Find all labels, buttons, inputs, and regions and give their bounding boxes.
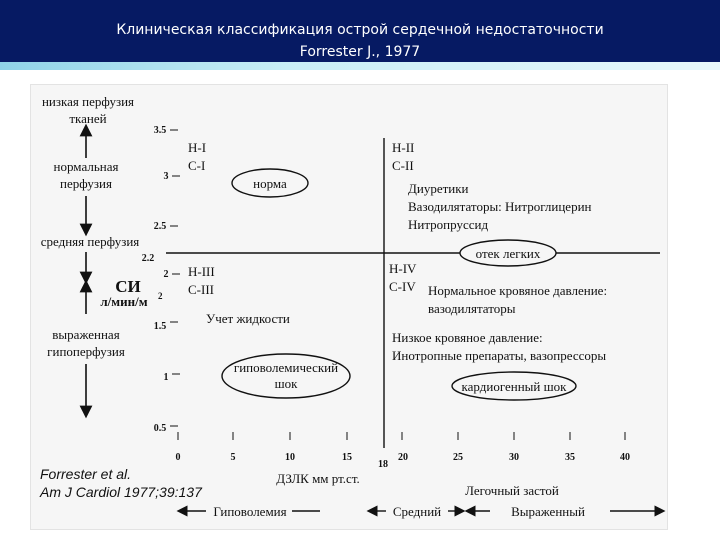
cardiogenic-shock-label: кардиогенный шок: [461, 379, 567, 394]
q2-h-class: H-II: [392, 140, 415, 155]
hypovolemia-label: Гиповолемия: [213, 504, 287, 519]
q4-normal-bp: Нормальное кровяное давление:: [428, 283, 608, 298]
y-tick-label: 1: [163, 372, 169, 383]
x-tick-label: 15: [342, 452, 352, 463]
x-tick-label: 30: [509, 452, 519, 463]
y-tick-label: 3: [163, 171, 169, 182]
slide-title: Клиническая классификация острой сердечной недостаточности: [116, 22, 604, 38]
x-tick-label: 25: [453, 452, 463, 463]
y-tick-label: 1.5: [153, 321, 167, 332]
q2-therapy-diuretics: Диуретики: [408, 181, 469, 196]
pulmonary-congestion-label: Легочный застой: [465, 483, 559, 498]
bottom-volume-scale: [182, 504, 660, 519]
q4-low-bp: Низкое кровяное давление:: [392, 330, 543, 345]
perfusion-normal-label-1: нормальная: [53, 159, 119, 174]
q4-c-class: C-IV: [389, 279, 416, 294]
q1-h-class: H-I: [188, 140, 207, 155]
x-axis-label: ДЗЛК мм рт.ст.: [276, 471, 360, 486]
q3-h-class: H-III: [188, 264, 215, 279]
x-axis-ticks: [176, 432, 631, 470]
q2-c-class: C-II: [392, 158, 414, 173]
y-axis-label: СИ: [115, 277, 141, 296]
pulmonary-edema-label: отек легких: [475, 246, 541, 261]
x-tick-label: 10: [285, 452, 295, 463]
q2-therapy-vasodilators: Вазодилятаторы: Нитроглицерин: [408, 199, 592, 214]
q3-c-class: C-III: [188, 282, 214, 297]
q4-normal-bp-therapy: вазодилятаторы: [428, 301, 516, 316]
perfusion-normal-label-2: перфузия: [60, 176, 112, 191]
x-tick-label: 35: [565, 452, 575, 463]
perfusion-severe-label-1: выраженная: [52, 327, 120, 342]
q4-h-class: H-IV: [389, 261, 417, 276]
citation-authors: Forrester et al.: [40, 466, 132, 482]
perfusion-severe-label-2: гипоперфузия: [47, 344, 125, 359]
x-tick-label-threshold: 18: [378, 459, 388, 470]
y-tick-label: 3.5: [153, 125, 167, 136]
citation-journal: Am J Cardiol 1977;39:137: [40, 484, 202, 500]
x-tick-label: 20: [398, 452, 408, 463]
x-tick-label: 5: [230, 452, 236, 463]
perfusion-medium-label: средняя перфузия: [40, 234, 140, 249]
slide-subtitle: Forrester J., 1977: [299, 44, 421, 60]
y-axis-unit: л/мин/м: [100, 294, 148, 309]
q1-c-class: C-I: [188, 158, 206, 173]
severe-label: Выраженный: [511, 504, 585, 519]
q2-therapy-nitroprusside: Нитропруссид: [408, 217, 489, 232]
y-axis-ticks: [142, 125, 180, 434]
y-axis-unit-superscript: 2: [158, 291, 163, 301]
hypovolemic-shock-label-2: шок: [274, 376, 298, 391]
hypovolemic-shock-label-1: гиповолемический: [233, 360, 339, 375]
y-tick-label: 0.5: [153, 423, 167, 434]
perfusion-scale: [41, 94, 140, 412]
perfusion-low-label-2: тканей: [69, 111, 107, 126]
q3-therapy-fluids: Учет жидкости: [206, 311, 290, 326]
x-tick-label: 0: [175, 452, 181, 463]
medium-label: Средний: [392, 504, 442, 519]
norma-label: норма: [253, 176, 287, 191]
y-tick-label: 2.5: [153, 221, 167, 232]
y-tick-label: 2.2: [141, 253, 155, 264]
q4-low-bp-therapy: Инотропные препараты, вазопрессоры: [392, 348, 607, 363]
perfusion-low-label-1: низкая перфузия: [41, 94, 135, 109]
y-tick-label: 2: [163, 269, 169, 280]
x-tick-label: 40: [620, 452, 630, 463]
